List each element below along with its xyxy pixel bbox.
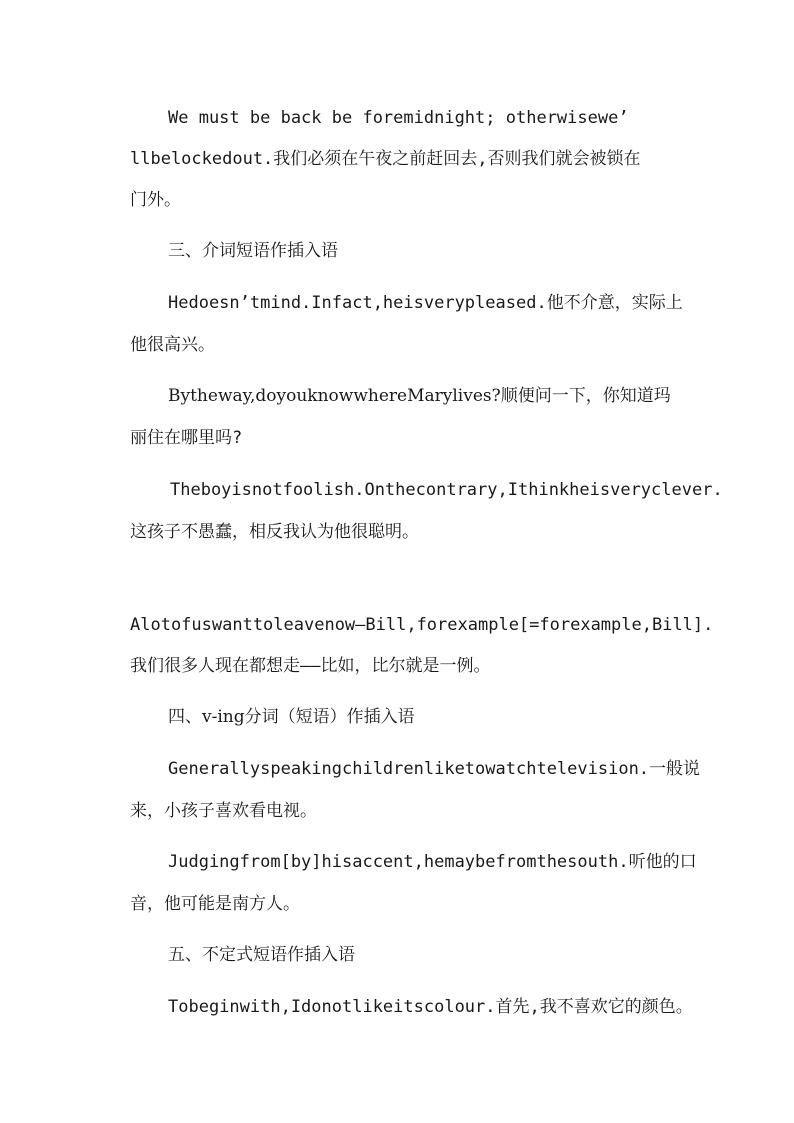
paragraph-line: 这孩子不愚蠢，相反我认为他很聪明。 [130, 522, 419, 542]
paragraph-line: 他很高兴。 [130, 335, 215, 355]
paragraph-line: 音，他可能是南方人。 [130, 894, 300, 914]
paragraph-line: Judgingfrom[by]hisaccent,hemaybefromthesouth.听他的口 [168, 852, 697, 872]
paragraph-line: Hedoesn’tmind.Infact,heisverypleased.他不介意，实际上 [168, 293, 683, 313]
paragraph-line: 门外。 [130, 190, 181, 210]
paragraph-line: 丽住在哪里吗? [130, 428, 243, 448]
paragraph-line: Tobeginwith,Idonotlikeitscolour.首先,我不喜欢它的颜色。 [168, 997, 693, 1017]
paragraph-line: Generallyspeakingchildrenliketowatchtelevision.一般说 [168, 759, 701, 779]
paragraph-line: Bytheway,doyouknowwhereMarylives?顺便问一下，你知道玛 [168, 386, 671, 406]
section-heading: 三、介词短语作插入语 [168, 241, 338, 261]
paragraph-line: We must be back be foremidnight; otherwisewe’ [168, 108, 629, 128]
paragraph-line: Theboyisnotfoolish.Onthecontrary,Ithinkheisveryclever. [170, 480, 723, 500]
paragraph-line: 我们很多人现在都想走——比如，比尔就是一例。 [130, 656, 491, 676]
section-heading: 五、不定式短语作插入语 [168, 945, 355, 965]
paragraph-line: llbelockedout.我们必须在午夜之前赶回去,否则我们就会被锁在 [130, 149, 641, 169]
section-heading: 四、v-ing分词（短语）作插入语 [168, 707, 415, 727]
paragraph-line: Alotofuswanttoleavenow—Bill,forexample[=forexample,Bill]. [130, 615, 714, 635]
paragraph-line: 来，小孩子喜欢看电视。 [130, 801, 317, 821]
